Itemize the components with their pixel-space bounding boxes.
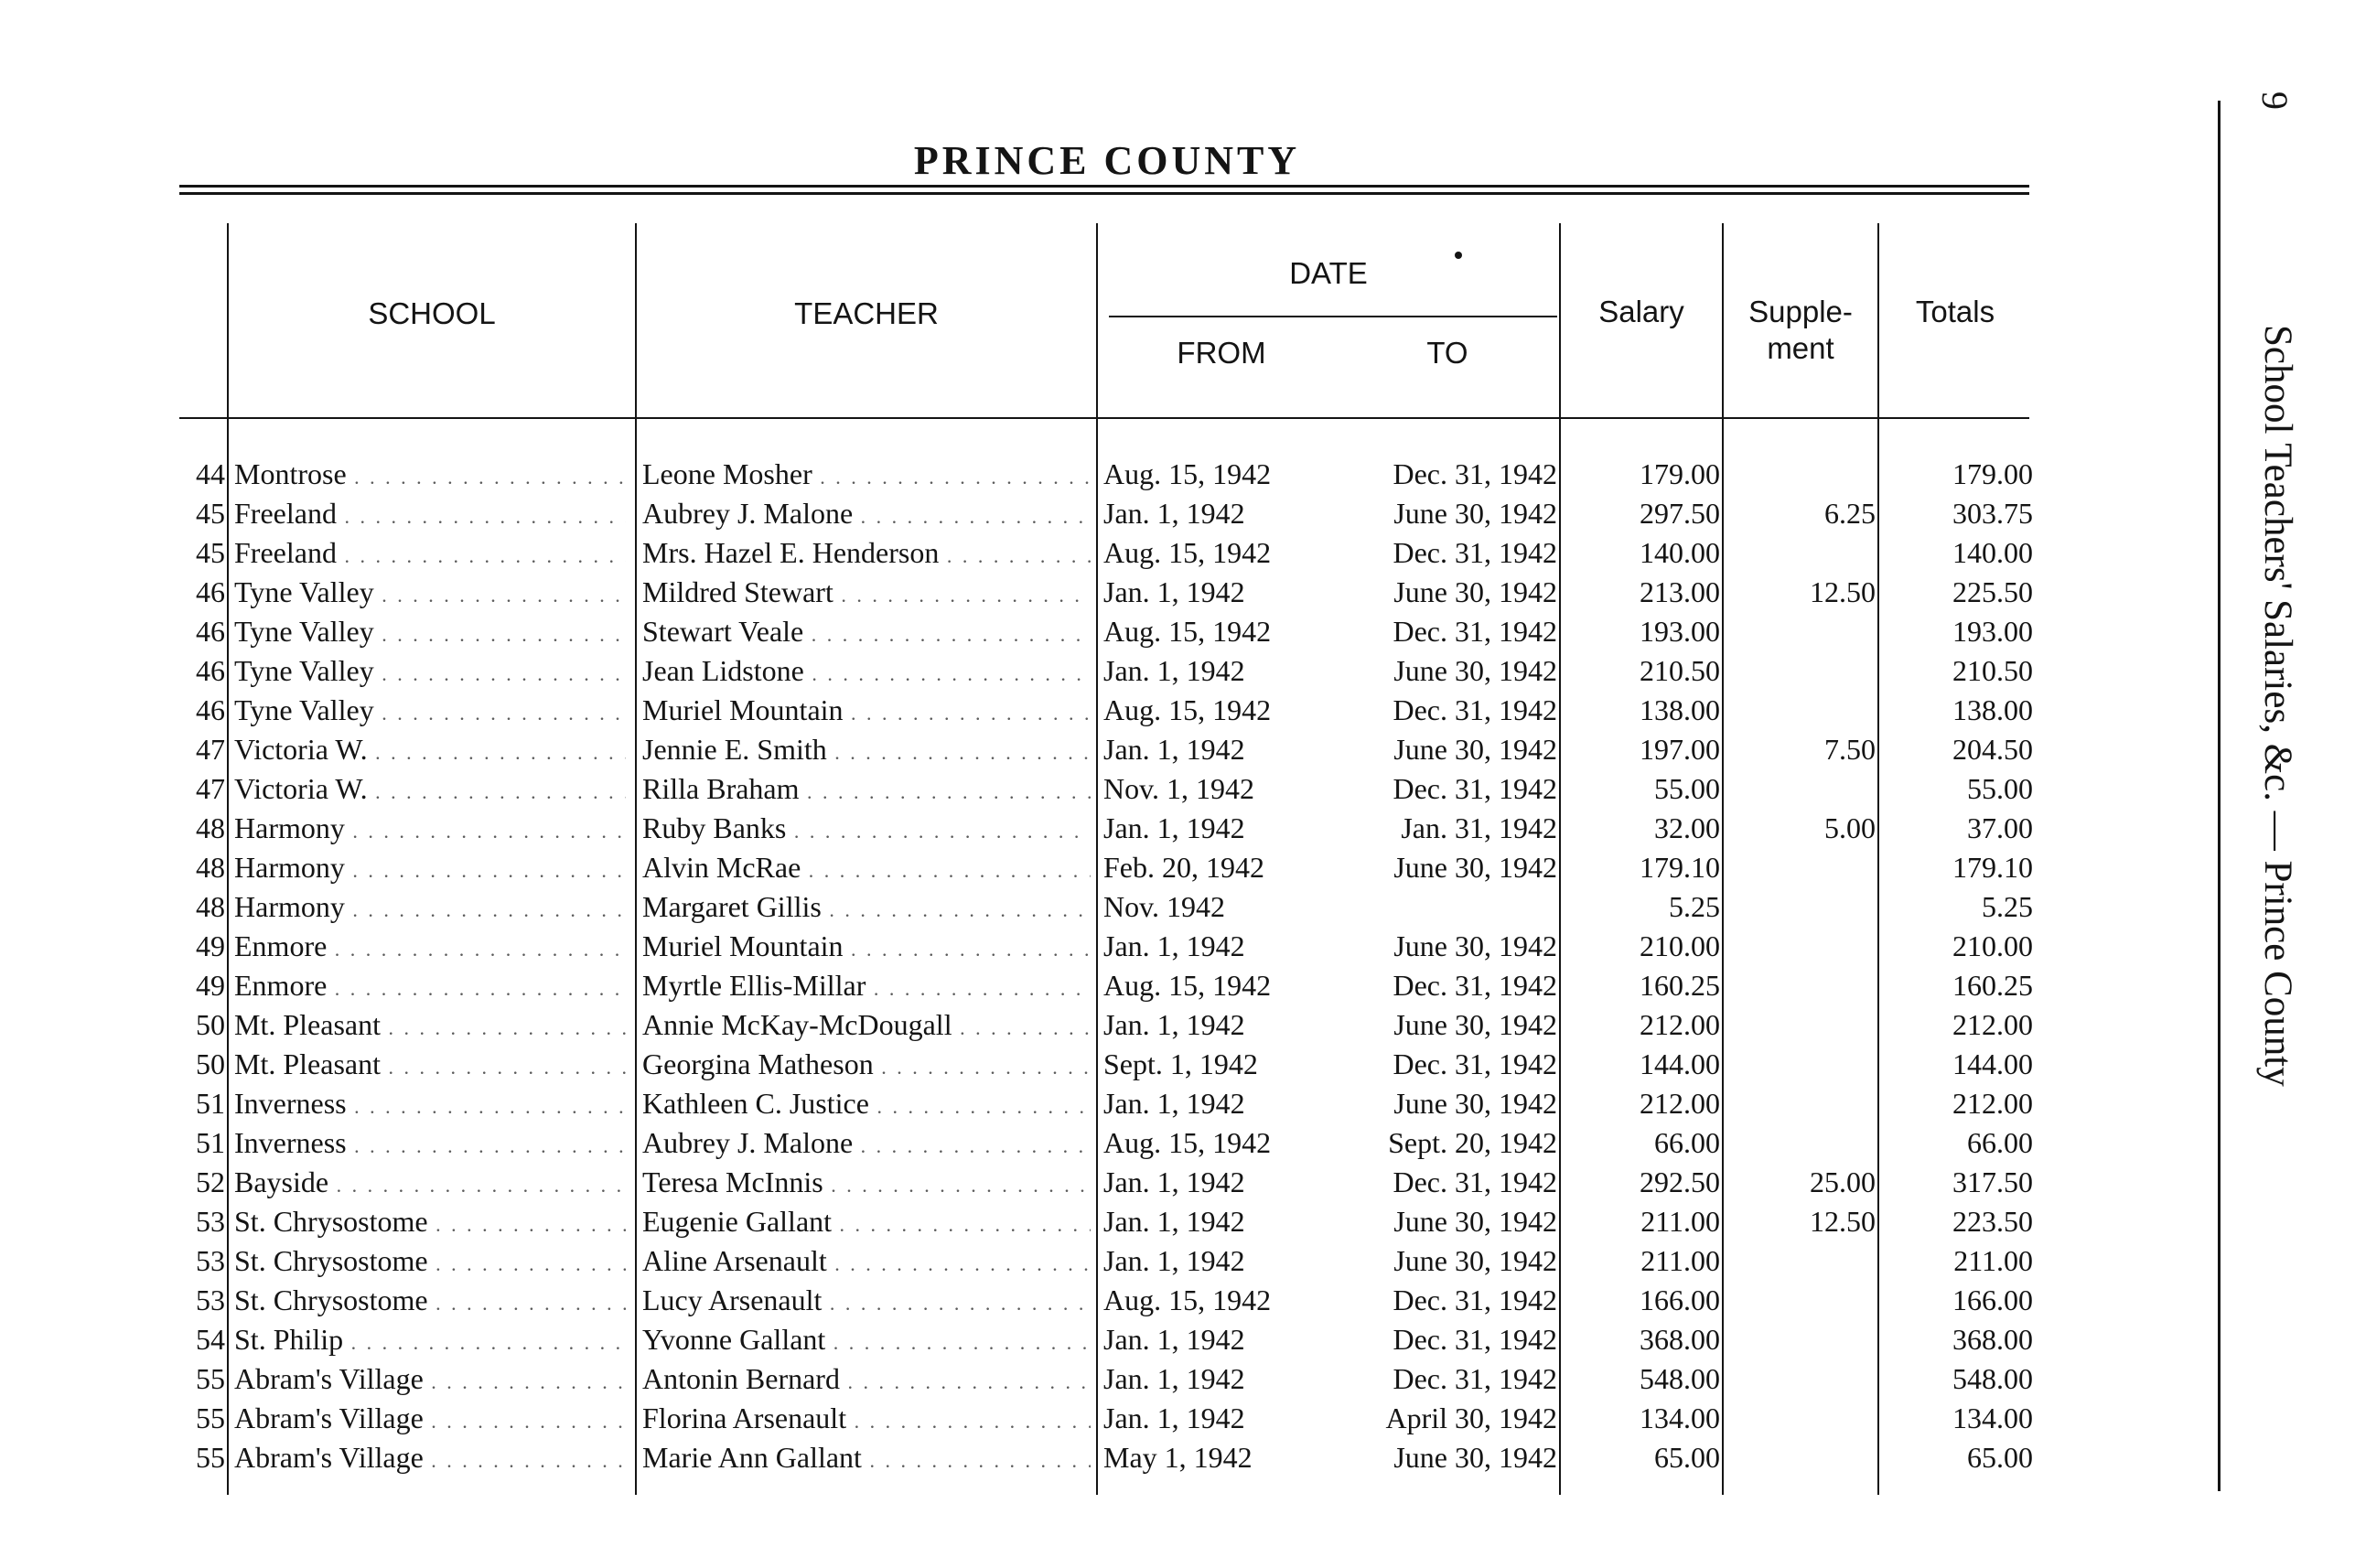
date-to: June 30, 1942 [1393, 1244, 1557, 1277]
date-to: June 30, 1942 [1393, 1008, 1557, 1041]
total-value: 225.50 [1952, 575, 2033, 608]
teacher-name: Yvonne Gallant . . . [642, 1320, 1091, 1362]
total-value: 160.25 [1952, 969, 2033, 1002]
date-from: Jan. 1, 1942 [1103, 1402, 1245, 1434]
date-to: Dec. 31, 1942 [1393, 1362, 1557, 1395]
header-school: SCHOOL [368, 296, 496, 330]
salary-value: 193.00 [1640, 615, 1720, 648]
school-name: Victoria W. . . . [234, 769, 626, 811]
header-supplement [1724, 294, 1877, 367]
teacher-name: Margaret Gillis . . . [642, 887, 1091, 929]
salary-value: 297.50 [1640, 497, 1720, 530]
date-to: June 30, 1942 [1393, 654, 1557, 687]
row-number: 55 [196, 1362, 225, 1395]
school-name: Harmony . . . [234, 809, 626, 851]
header-teacher: TEACHER [794, 296, 939, 330]
school-name: Tyne Valley . . . [234, 691, 626, 733]
supplement-value: 12.50 [1810, 1205, 1876, 1238]
salary-value: 210.50 [1640, 654, 1720, 687]
date-from: Aug. 15, 1942 [1103, 969, 1272, 1002]
table-row [0, 494, 2355, 533]
table-row [0, 1163, 2355, 1202]
salary-value: 32.00 [1654, 811, 1720, 844]
supplement-value: 5.00 [1824, 811, 1876, 844]
total-value: 210.50 [1952, 654, 2033, 687]
date-from: Aug. 15, 1942 [1103, 536, 1272, 569]
date-from: Jan. 1, 1942 [1103, 654, 1245, 687]
teacher-name: Aubrey J. Malone . . . [642, 494, 1091, 536]
date-from: Jan. 1, 1942 [1103, 1362, 1245, 1395]
table-row [0, 730, 2355, 769]
table-row [0, 1438, 2355, 1477]
header-date: DATE [1289, 256, 1368, 290]
row-number: 46 [196, 615, 225, 648]
salary-value: 548.00 [1640, 1362, 1720, 1395]
salary-value: 140.00 [1640, 536, 1720, 569]
date-from: Nov. 1942 [1103, 890, 1226, 923]
total-value: 548.00 [1952, 1362, 2033, 1395]
row-number: 49 [196, 969, 225, 1002]
row-number: 48 [196, 890, 225, 923]
teacher-name: Jennie E. Smith . . . [642, 730, 1091, 772]
school-name: Tyne Valley . . . [234, 612, 626, 654]
date-to: Dec. 31, 1942 [1393, 457, 1557, 490]
row-number: 46 [196, 693, 225, 726]
row-number: 51 [196, 1087, 225, 1120]
teacher-name: Muriel Mountain . . . [642, 691, 1091, 733]
date-to: Dec. 31, 1942 [1393, 772, 1557, 805]
date-from: Jan. 1, 1942 [1103, 733, 1245, 766]
salary-value: 66.00 [1654, 1126, 1720, 1159]
teacher-name: Annie McKay-McDougall . . . [642, 1005, 1091, 1047]
date-to: Dec. 31, 1942 [1393, 693, 1557, 726]
supplement-value: 25.00 [1810, 1165, 1876, 1198]
table-row [0, 809, 2355, 848]
salary-value: 65.00 [1654, 1441, 1720, 1474]
teacher-name: Aline Arsenault . . . [642, 1241, 1091, 1283]
total-value: 66.00 [1967, 1126, 2033, 1159]
date-from: Jan. 1, 1942 [1103, 1165, 1245, 1198]
total-value: 179.10 [1952, 851, 2033, 884]
salary-value: 55.00 [1654, 772, 1720, 805]
date-to: June 30, 1942 [1393, 497, 1557, 530]
total-value: 212.00 [1952, 1087, 2033, 1120]
teacher-name: Jean Lidstone . . . [642, 651, 1091, 693]
header-supplement-line2: ment [1767, 331, 1834, 365]
row-number: 46 [196, 654, 225, 687]
table-row [0, 927, 2355, 966]
table-row [0, 1399, 2355, 1438]
table-row [0, 1202, 2355, 1241]
date-to: Jan. 31, 1942 [1401, 811, 1557, 844]
total-value: 55.00 [1967, 772, 2033, 805]
table-row [0, 966, 2355, 1005]
teacher-name: Teresa McInnis . . . [642, 1163, 1091, 1205]
date-to: June 30, 1942 [1393, 1441, 1557, 1474]
school-name: Montrose . . . [234, 455, 626, 497]
row-number: 55 [196, 1441, 225, 1474]
supplement-value: 12.50 [1810, 575, 1876, 608]
salary-value: 179.10 [1640, 851, 1720, 884]
total-value: 210.00 [1952, 929, 2033, 962]
total-value: 303.75 [1952, 497, 2033, 530]
row-number: 48 [196, 811, 225, 844]
table-row [0, 1005, 2355, 1045]
date-to: April 30, 1942 [1385, 1402, 1557, 1434]
school-name: Abram's Village . . . [234, 1399, 626, 1441]
date-to: Dec. 31, 1942 [1393, 969, 1557, 1002]
school-name: Inverness . . . [234, 1084, 626, 1126]
date-to: June 30, 1942 [1393, 929, 1557, 962]
teacher-name: Mrs. Hazel E. Henderson . . . [642, 533, 1091, 575]
salary-value: 368.00 [1640, 1323, 1720, 1356]
school-name: Harmony . . . [234, 848, 626, 890]
school-name: Mt. Pleasant . . . [234, 1005, 626, 1047]
total-value: 140.00 [1952, 536, 2033, 569]
row-number: 44 [196, 457, 225, 490]
date-from: Jan. 1, 1942 [1103, 1205, 1245, 1238]
total-value: 211.00 [1953, 1244, 2033, 1277]
teacher-name: Georgina Matheson . . . [642, 1045, 1091, 1087]
title-rule-bottom [179, 192, 2029, 195]
school-name: Enmore . . . [234, 966, 626, 1008]
teacher-name: Rilla Braham . . . [642, 769, 1091, 811]
teacher-name: Kathleen C. Justice . . . [642, 1084, 1091, 1126]
teacher-name: Stewart Veale . . . [642, 612, 1091, 654]
teacher-name: Antonin Bernard . . . [642, 1359, 1091, 1402]
teacher-name: Leone Mosher . . . [642, 455, 1091, 497]
date-to: Sept. 20, 1942 [1388, 1126, 1557, 1159]
date-from: Jan. 1, 1942 [1103, 929, 1245, 962]
date-from: Jan. 1, 1942 [1103, 1087, 1245, 1120]
date-from: May 1, 1942 [1103, 1441, 1253, 1474]
date-from: Jan. 1, 1942 [1103, 1323, 1245, 1356]
school-name: Mt. Pleasant . . . [234, 1045, 626, 1087]
total-value: 179.00 [1952, 457, 2033, 490]
salary-value: 179.00 [1640, 457, 1720, 490]
table-row [0, 1320, 2355, 1359]
table-row [0, 573, 2355, 612]
total-value: 37.00 [1967, 811, 2033, 844]
teacher-name: Eugenie Gallant . . . [642, 1202, 1091, 1244]
title-rule-top [179, 185, 2029, 188]
row-number: 47 [196, 733, 225, 766]
table-row [0, 691, 2355, 730]
salary-value: 213.00 [1640, 575, 1720, 608]
table-row [0, 769, 2355, 809]
date-from: Aug. 15, 1942 [1103, 615, 1272, 648]
teacher-name: Muriel Mountain . . . [642, 927, 1091, 969]
date-to: June 30, 1942 [1393, 1205, 1557, 1238]
supplement-value: 7.50 [1824, 733, 1876, 766]
salary-value: 166.00 [1640, 1283, 1720, 1316]
side-title: School Teachers' Salaries, &c. — Prince County [2256, 325, 2299, 1087]
total-value: 212.00 [1952, 1008, 2033, 1041]
row-number: 53 [196, 1205, 225, 1238]
table-row [0, 1084, 2355, 1123]
header-from: FROM [1177, 336, 1266, 370]
table-row [0, 1359, 2355, 1399]
page-number: 9 [2254, 91, 2296, 110]
table-body [0, 455, 2355, 1477]
school-name: Freeland . . . [234, 494, 626, 536]
total-value: 317.50 [1952, 1165, 2033, 1198]
date-to: June 30, 1942 [1393, 733, 1557, 766]
total-value: 223.50 [1952, 1205, 2033, 1238]
header-totals: Totals [1915, 295, 1995, 328]
date-to: Dec. 31, 1942 [1393, 1323, 1557, 1356]
table-row [0, 1045, 2355, 1084]
row-number: 46 [196, 575, 225, 608]
table-row [0, 651, 2355, 691]
teacher-name: Marie Ann Gallant . . . [642, 1438, 1091, 1480]
row-number: 45 [196, 497, 225, 530]
row-number: 48 [196, 851, 225, 884]
date-to: Dec. 31, 1942 [1393, 1283, 1557, 1316]
date-from: Jan. 1, 1942 [1103, 811, 1245, 844]
table-row [0, 1281, 2355, 1320]
school-name: St. Chrysostome . . . [234, 1281, 626, 1323]
total-value: 193.00 [1952, 615, 2033, 648]
date-to: June 30, 1942 [1393, 851, 1557, 884]
date-to: June 30, 1942 [1393, 575, 1557, 608]
total-value: 134.00 [1952, 1402, 2033, 1434]
school-name: Harmony . . . [234, 887, 626, 929]
total-value: 138.00 [1952, 693, 2033, 726]
total-value: 368.00 [1952, 1323, 2033, 1356]
salary-value: 211.00 [1640, 1205, 1720, 1238]
school-name: Freeland . . . [234, 533, 626, 575]
date-from: Aug. 15, 1942 [1103, 1126, 1272, 1159]
date-from: Jan. 1, 1942 [1103, 1008, 1245, 1041]
salary-value: 211.00 [1640, 1244, 1720, 1277]
header-salary: Salary [1598, 295, 1684, 328]
supplement-value: 6.25 [1824, 497, 1876, 530]
date-to: Dec. 31, 1942 [1393, 1047, 1557, 1080]
school-name: Bayside . . . [234, 1163, 626, 1205]
teacher-name: Florina Arsenault . . . [642, 1399, 1091, 1441]
row-number: 50 [196, 1047, 225, 1080]
salary-value: 197.00 [1640, 733, 1720, 766]
row-number: 47 [196, 772, 225, 805]
row-number: 53 [196, 1244, 225, 1277]
date-from: Jan. 1, 1942 [1103, 1244, 1245, 1277]
total-value: 65.00 [1967, 1441, 2033, 1474]
row-number: 55 [196, 1402, 225, 1434]
table-row [0, 887, 2355, 927]
date-from: Aug. 15, 1942 [1103, 693, 1272, 726]
school-name: Tyne Valley . . . [234, 651, 626, 693]
date-to: Dec. 31, 1942 [1393, 1165, 1557, 1198]
date-to: June 30, 1942 [1393, 1087, 1557, 1120]
date-from: Aug. 15, 1942 [1103, 457, 1272, 490]
date-from: Feb. 20, 1942 [1103, 851, 1264, 884]
row-number: 50 [196, 1008, 225, 1041]
row-number: 52 [196, 1165, 225, 1198]
date-from: Jan. 1, 1942 [1103, 575, 1245, 608]
row-number: 45 [196, 536, 225, 569]
school-name: Inverness . . . [234, 1123, 626, 1165]
teacher-name: Lucy Arsenault . . . [642, 1281, 1091, 1323]
salary-value: 134.00 [1640, 1402, 1720, 1434]
date-from: Sept. 1, 1942 [1103, 1047, 1258, 1080]
date-divider [1109, 316, 1557, 317]
school-name: St. Chrysostome . . . [234, 1241, 626, 1283]
header-to: TO [1426, 336, 1468, 370]
total-value: 5.25 [1982, 890, 2033, 923]
total-value: 204.50 [1952, 733, 2033, 766]
row-number: 54 [196, 1323, 225, 1356]
row-number: 51 [196, 1126, 225, 1159]
salary-value: 5.25 [1669, 890, 1720, 923]
table-row [0, 612, 2355, 651]
total-value: 166.00 [1952, 1283, 2033, 1316]
salary-value: 160.25 [1640, 969, 1720, 1002]
teacher-name: Ruby Banks . . . [642, 809, 1091, 851]
header-supplement-line1: Supple- [1748, 295, 1853, 328]
teacher-name: Mildred Stewart . . . [642, 573, 1091, 615]
salary-value: 210.00 [1640, 929, 1720, 962]
header-bottom-rule [179, 417, 2029, 419]
teacher-name: Alvin McRae . . . [642, 848, 1091, 890]
school-name: Tyne Valley . . . [234, 573, 626, 615]
table-row [0, 455, 2355, 494]
table-row [0, 533, 2355, 573]
table-row [0, 848, 2355, 887]
total-value: 144.00 [1952, 1047, 2033, 1080]
school-name: Victoria W. . . . [234, 730, 626, 772]
salary-value: 212.00 [1640, 1087, 1720, 1120]
table-row [0, 1241, 2355, 1281]
school-name: Abram's Village . . . [234, 1438, 626, 1480]
salary-value: 138.00 [1640, 693, 1720, 726]
teacher-name: Myrtle Ellis-Millar . . . [642, 966, 1091, 1008]
page-title: PRINCE COUNTY [913, 138, 1301, 183]
date-to: Dec. 31, 1942 [1393, 536, 1557, 569]
date-from: Aug. 15, 1942 [1103, 1283, 1272, 1316]
date-from: Nov. 1, 1942 [1103, 772, 1255, 805]
table-row [0, 1123, 2355, 1163]
side-rule [2218, 101, 2221, 1491]
teacher-name: Aubrey J. Malone . . . [642, 1123, 1091, 1165]
school-name: Abram's Village . . . [234, 1359, 626, 1402]
school-name: Enmore . . . [234, 927, 626, 969]
date-from: Jan. 1, 1942 [1103, 497, 1245, 530]
school-name: St. Chrysostome . . . [234, 1202, 626, 1244]
salary-value: 292.50 [1640, 1165, 1720, 1198]
school-name: St. Philip . . . [234, 1320, 626, 1362]
date-to: Dec. 31, 1942 [1393, 615, 1557, 648]
row-number: 53 [196, 1283, 225, 1316]
row-number: 49 [196, 929, 225, 962]
salary-value: 212.00 [1640, 1008, 1720, 1041]
salary-value: 144.00 [1640, 1047, 1720, 1080]
